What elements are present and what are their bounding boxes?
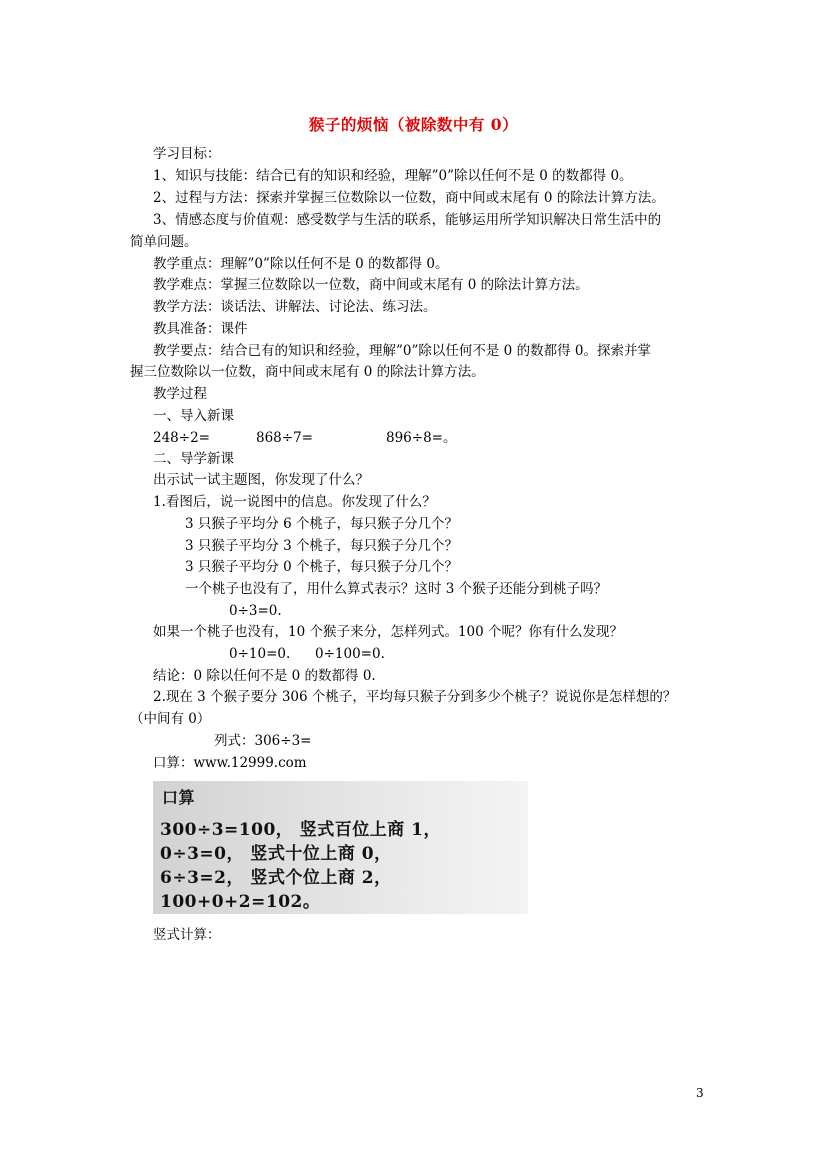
question-1: 1.看图后，说一说图中的信息。你发现了什么？ (153, 494, 436, 510)
question-1d: 一个桃子也没有了，用什么算式表示？这时 3 个猴子还能分到桃子吗？ (185, 581, 608, 597)
teaching-tools: 教具准备：课件 (153, 321, 248, 337)
goal-1: 1、知识与技能：结合已有的知识和经验，理解”0”除以任何不是 0 的数都得 0。 (153, 168, 633, 184)
question-2-line2: （中间有 0） (130, 711, 211, 727)
goal-2: 2、过程与方法：探索并掌握三位数除以一位数，商中间或末尾有 0 的除法计算方法。 (153, 190, 665, 206)
oral-image-heading: 口算 (162, 788, 196, 807)
warmup-calc-2: 868÷7= (256, 430, 313, 446)
question-1a: 3 只猴子平均分 6 个桃子，每只猴子分几个？ (185, 516, 459, 532)
oral-calculation-image (153, 781, 528, 914)
page-number: 3 (696, 1086, 704, 1100)
vertical-calculation-label: 竖式计算： (153, 927, 221, 943)
goal-3-line1: 3、情感态度与价值观：感受数学与生活的联系，能够运用所学知识解决日常生活中的 (153, 212, 662, 228)
part1-heading: 一、导入新课 (153, 408, 234, 424)
essentials-line1: 教学要点：结合已有的知识和经验，理解”0”除以任何不是 0 的数都得 0。探索并掌 (153, 343, 651, 359)
theme-picture: 出示试一试主题图，你发现了什么？ (153, 472, 369, 488)
equation-1: 0÷3=0. (229, 603, 282, 619)
key-point: 教学重点：理解”0”除以任何不是 0 的数都得 0。 (153, 256, 449, 272)
oral-image-row-4: 100+0+2=102。 (160, 892, 321, 912)
formula: 列式：306÷3= (214, 733, 312, 749)
goal-3-line2: 简单问题。 (130, 234, 198, 250)
question-2-line1: 2.现在 3 个猴子要分 306 个桃子，平均每只猴子分到多少个桃子？说说你是怎样想的？ (153, 689, 677, 705)
equation-2b: 0÷100=0. (315, 646, 385, 662)
warmup-calc-3: 896÷8=。 (386, 430, 457, 446)
process-heading: 教学过程 (153, 386, 207, 402)
oral-image-row-3: 6÷3=2， 竖式个位上商 2， (160, 868, 392, 888)
question-1b: 3 只猴子平均分 3 个桃子，每只猴子分几个？ (185, 538, 459, 554)
question-1e: 如果一个桃子也没有，10 个猴子来分，怎样列式。100 个呢？你有什么发现？ (153, 624, 624, 640)
essentials-line2: 握三位数除以一位数，商中间或末尾有 0 的除法计算方法。 (130, 364, 485, 380)
equation-2a: 0÷10=0. (229, 646, 291, 662)
warmup-calc-1: 248÷2= (153, 430, 210, 446)
conclusion: 结论：0 除以任何不是 0 的数都得 0. (153, 668, 376, 684)
teaching-methods: 教学方法：谈话法、讲解法、讨论法、练习法。 (153, 299, 437, 315)
oral-calculation-label: 口算：www.12999.com (153, 755, 307, 771)
page-title: 猴子的烦恼（被除数中有 0） (308, 115, 519, 134)
part2-heading: 二、导学新课 (153, 451, 234, 467)
oral-image-row-1: 300÷3=100， 竖式百位上商 1， (160, 820, 441, 840)
difficult-point: 教学难点：掌握三位数除以一位数，商中间或末尾有 0 的除法计算方法。 (153, 277, 589, 293)
goals-heading: 学习目标： (153, 146, 221, 162)
question-1c: 3 只猴子平均分 0 个桃子，每只猴子分几个？ (185, 559, 459, 575)
oral-image-row-2: 0÷3=0， 竖式十位上商 0， (160, 844, 392, 864)
